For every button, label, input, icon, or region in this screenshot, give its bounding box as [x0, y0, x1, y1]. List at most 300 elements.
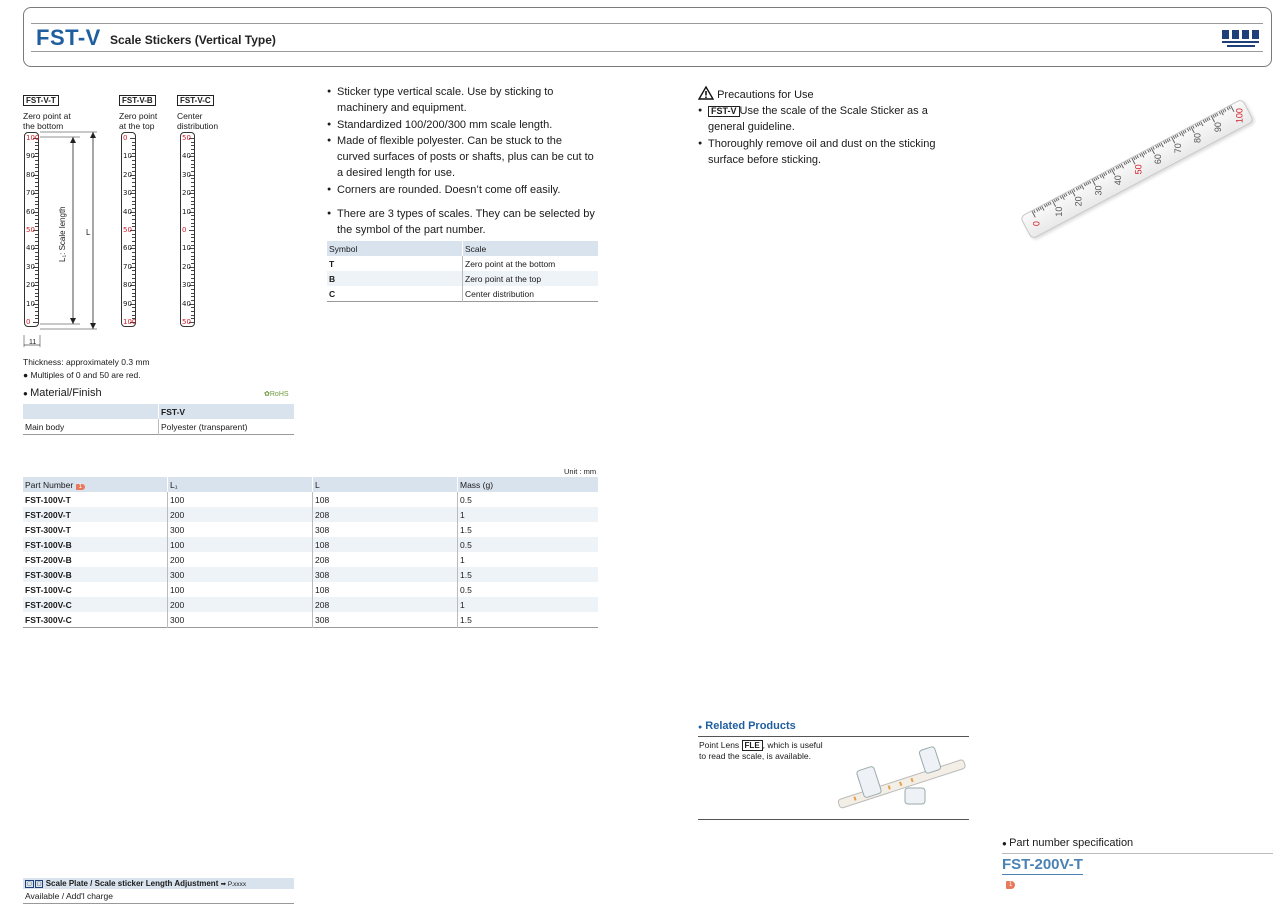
part-value-cell: 1.5	[458, 522, 599, 537]
part-value-cell: 1	[458, 597, 599, 612]
ruler-tick	[191, 311, 194, 312]
ruler-tick	[132, 219, 135, 220]
photo-scale-label: 40	[1113, 175, 1124, 186]
rohs-badge	[264, 390, 289, 398]
ruler-label: 10	[123, 152, 132, 161]
precautions-list	[698, 103, 958, 168]
part-value-cell: 308	[313, 612, 458, 628]
variant-code: FST-V-B	[119, 95, 156, 106]
part-value-cell: 108	[313, 582, 458, 597]
part-value-cell: 1	[458, 552, 599, 567]
ruler-tick	[191, 190, 194, 191]
warning-icon	[698, 86, 714, 100]
ruler-tick	[132, 245, 135, 246]
ruler-tick	[132, 307, 135, 308]
symbol-cell: C	[329, 288, 336, 299]
ruler-tick	[132, 241, 135, 242]
ruler-tick	[132, 274, 135, 275]
part-number-header-text: Part Number	[25, 479, 74, 490]
precaution-item	[698, 103, 958, 136]
symbol-cell: T	[329, 258, 335, 269]
ruler-tick	[191, 289, 194, 290]
related-text-1: Point Lens	[699, 740, 740, 750]
ruler-tick	[35, 145, 38, 146]
ruler-label: 30	[26, 262, 35, 271]
ruler-label: 40	[182, 152, 191, 161]
ruler-tick	[191, 171, 194, 172]
material-heading: ● Material/Finish	[23, 387, 102, 399]
ruler-label: 40	[182, 299, 191, 308]
ruler-tick	[35, 186, 38, 187]
ruler-tick	[35, 237, 38, 238]
variant-desc: Center	[177, 111, 203, 121]
ruler-label: 40	[26, 244, 35, 253]
parts-table	[23, 477, 598, 628]
ruler-tick	[35, 149, 38, 150]
ruler-tick	[132, 182, 135, 183]
ruler-tick	[35, 190, 38, 191]
precautions-heading	[698, 86, 814, 101]
ruler-tick	[191, 215, 194, 216]
variant-c	[177, 90, 218, 131]
scale-sticker-photo	[1020, 98, 1255, 239]
ruler-tick	[132, 270, 135, 271]
ruler-tick	[191, 167, 194, 168]
mass-header: Mass (g)	[458, 477, 599, 492]
part-number-cell: FST-100V-C	[25, 584, 72, 595]
part-value-cell: 100	[168, 537, 313, 552]
product-code: FST-V	[36, 25, 101, 50]
material-table	[23, 404, 294, 435]
ruler-tick	[191, 241, 194, 242]
ruler-tick	[191, 178, 194, 179]
ruler-label: 60	[123, 244, 132, 253]
ruler-label: 70	[123, 262, 132, 271]
ruler-label: 90	[123, 299, 132, 308]
ruler-tick	[132, 201, 135, 202]
part-value-cell: 300	[168, 522, 313, 537]
ruler-label: 100	[26, 134, 40, 142]
variant-desc: the bottom	[23, 121, 64, 131]
variant-code: FST-V-C	[177, 95, 214, 106]
types-note: ● There are 3 types of scales. They can be selected by the symbol of the part number.	[327, 206, 595, 239]
ruler-tick	[35, 197, 38, 198]
ruler-tick	[132, 142, 135, 143]
variant-b	[119, 90, 157, 131]
part-value-cell: 100	[168, 492, 313, 507]
ruler-tick	[132, 282, 135, 283]
ruler-label: 70	[26, 189, 35, 198]
ruler-tick	[191, 204, 194, 205]
ruler-tick	[191, 263, 194, 264]
scale-cell: Center distribution	[463, 286, 599, 302]
ruler-t	[24, 132, 39, 327]
ruler-tick	[35, 278, 38, 279]
ruler-tick	[132, 160, 135, 161]
part-value-cell: 208	[313, 552, 458, 567]
ruler-tick	[35, 293, 38, 294]
ruler-tick	[33, 322, 38, 323]
features-list	[327, 84, 595, 239]
ruler-tick	[191, 145, 194, 146]
variant-desc: Zero point at	[23, 111, 71, 121]
ruler-tick	[191, 300, 194, 301]
adjustment-ref[interactable]: ➡ P.xxxx	[220, 881, 247, 888]
ruler-label: 20	[182, 262, 191, 271]
ruler-tick	[132, 256, 135, 257]
ruler-tick	[132, 263, 135, 264]
ruler-tick	[35, 307, 38, 308]
ruler-tick	[132, 223, 135, 224]
ruler-tick	[35, 226, 38, 227]
related-text	[699, 740, 823, 761]
ruler-tick	[35, 167, 38, 168]
ruler-label: 0	[182, 226, 187, 234]
ruler-label: 40	[123, 207, 132, 216]
ruler-label: 50	[123, 226, 132, 234]
ruler-tick	[191, 256, 194, 257]
l1-header: L₁	[168, 477, 313, 492]
part-spec-divider	[1002, 853, 1273, 854]
related-divider	[698, 736, 969, 737]
l-header: L	[313, 477, 458, 492]
ruler-tick	[35, 318, 38, 319]
part-row	[23, 567, 598, 582]
ruler-tick	[35, 274, 38, 275]
unit-label: Unit : mm	[564, 467, 597, 476]
ruler-label: 0	[26, 318, 31, 326]
ruler-tick	[132, 234, 135, 235]
adjust-icon: ▢	[36, 881, 42, 887]
part-value-cell: 308	[313, 522, 458, 537]
photo-scale-label: 100	[1234, 108, 1245, 124]
photo-scale-label: 0	[1031, 221, 1042, 227]
ruler-tick	[191, 282, 194, 283]
photo-scale-label: 20	[1073, 196, 1084, 207]
ruler-tick	[132, 186, 135, 187]
ruler-tick	[35, 201, 38, 202]
part-spec-example: FST-200V-T	[1002, 856, 1083, 873]
ruler-label: 50	[182, 134, 191, 142]
ruler-tick	[132, 145, 135, 146]
point-lens-photo	[830, 740, 970, 810]
ruler-tick	[132, 190, 135, 191]
part-value-cell: 0.5	[458, 492, 599, 507]
photo-scale-label: 70	[1172, 143, 1183, 154]
ruler-tick	[191, 208, 194, 209]
ruler-tick	[191, 237, 194, 238]
part-number-cell: FST-300V-B	[23, 567, 168, 582]
part-number-cell: FST-100V-B	[23, 537, 168, 552]
brand-logo	[1221, 27, 1261, 49]
symbol-cell: B	[327, 271, 463, 286]
related-text-3: to read the scale, is available.	[699, 751, 811, 761]
photo-scale-label: 50	[1132, 164, 1143, 175]
ruler-tick	[191, 274, 194, 275]
rohs-label: RoHS	[269, 391, 289, 398]
related-text-2: , which is useful	[762, 740, 823, 750]
part-value-cell: 1.5	[458, 567, 599, 582]
ruler-label: 60	[26, 207, 35, 216]
scale-length-label: L₁: Scale length	[58, 206, 67, 262]
ruler-tick	[132, 252, 135, 253]
ruler-tick	[35, 245, 38, 246]
variant-desc: distribution	[177, 121, 219, 131]
ruler-tick	[35, 171, 38, 172]
ruler-tick	[132, 315, 135, 316]
material-row-label: Main body	[25, 421, 65, 432]
part-row	[23, 522, 598, 537]
ruler-tick	[191, 318, 194, 319]
symbol-col-header: Symbol	[327, 241, 463, 256]
ruler-tick	[132, 296, 135, 297]
part-value-cell: 300	[168, 612, 313, 628]
ruler-tick	[191, 259, 194, 260]
related-divider-bottom	[698, 819, 969, 820]
adjustment-title: Scale Plate / Scale sticker Length Adjustment	[45, 879, 219, 888]
part-value-cell: 108	[313, 492, 458, 507]
ruler-tick	[35, 204, 38, 205]
part-spec-marker: 1	[1006, 881, 1015, 889]
part-value-cell: 300	[168, 567, 313, 582]
ruler-tick	[191, 252, 194, 253]
marker-badge: 1	[76, 484, 85, 490]
feature-item: ● Corners are rounded. Doesn’t come off easily.	[327, 182, 595, 198]
ruler-tick	[35, 270, 38, 271]
photo-scale-label: 90	[1212, 122, 1223, 133]
part-number-cell: FST-100V-T	[25, 494, 71, 505]
thickness-note: Thickness: approximately 0.3 mm	[23, 357, 150, 367]
ruler-tick	[132, 311, 135, 312]
photo-scale-label: 30	[1093, 185, 1104, 196]
precaution-code-tag: FST-V	[708, 106, 740, 117]
l-label: L	[86, 228, 91, 237]
feature-item: ● Standardized 100/200/300 mm scale length.	[327, 117, 595, 133]
variant-desc: at the top	[119, 121, 155, 131]
ruler-tick	[191, 226, 194, 227]
symbol-table	[327, 241, 598, 302]
ruler-tick	[191, 307, 194, 308]
part-value-cell: 200	[168, 597, 313, 612]
part-value-cell: 1	[458, 507, 599, 522]
part-number-cell: FST-300V-T	[25, 524, 71, 535]
ruler-tick	[35, 311, 38, 312]
red-note-text: Multiples of 0 and 50 are red.	[30, 370, 141, 380]
ruler-tick	[191, 186, 194, 187]
part-value-cell: 308	[313, 567, 458, 582]
part-value-cell: 208	[313, 507, 458, 522]
ruler-tick	[132, 208, 135, 209]
parts-body	[23, 492, 598, 628]
part-number-header	[23, 477, 168, 492]
ruler-tick	[35, 153, 38, 154]
ruler-label: 30	[123, 189, 132, 198]
ruler-tick	[191, 142, 194, 143]
variant-code: FST-V-T	[23, 95, 59, 106]
ruler-tick	[35, 300, 38, 301]
ruler-tick	[35, 241, 38, 242]
ruler-label: 30	[182, 170, 191, 179]
ruler-tick	[35, 182, 38, 183]
part-value-cell: 200	[168, 552, 313, 567]
bullet-icon: ●	[698, 724, 703, 731]
part-value-cell: 0.5	[458, 582, 599, 597]
ruler-tick	[191, 201, 194, 202]
ruler-tick	[191, 293, 194, 294]
related-code-tag[interactable]: FLE	[742, 740, 763, 751]
ruler-tick	[132, 293, 135, 294]
photo-scale-label: 10	[1053, 206, 1064, 217]
ruler-tick	[191, 223, 194, 224]
ruler-tick	[191, 270, 194, 271]
part-number-cell: FST-200V-T	[23, 507, 168, 522]
ruler-tick	[191, 182, 194, 183]
part-number-cell: FST-200V-B	[25, 554, 72, 565]
ruler-b	[121, 132, 136, 327]
part-row	[23, 507, 598, 522]
part-number-cell: FST-200V-C	[23, 597, 168, 612]
ruler-tick	[35, 282, 38, 283]
photo-scale-label: 80	[1192, 132, 1203, 143]
ruler-tick	[132, 178, 135, 179]
part-value-cell: 0.5	[458, 537, 599, 552]
ruler-tick	[35, 256, 38, 257]
part-value-cell: 1.5	[458, 612, 599, 628]
ruler-label: 30	[182, 281, 191, 290]
ruler-tick	[132, 171, 135, 172]
product-title: Scale Stickers (Vertical Type)	[110, 33, 276, 47]
ruler-tick	[35, 160, 38, 161]
header-divider-bottom	[31, 51, 1263, 52]
red-note: ● Multiples of 0 and 50 are red.	[23, 370, 141, 380]
ruler-tick	[191, 160, 194, 161]
part-value-cell: 208	[313, 597, 458, 612]
ruler-tick	[191, 234, 194, 235]
part-number-cell: FST-300V-C	[25, 614, 72, 625]
ruler-tick	[130, 138, 135, 139]
ruler-label: 50	[182, 318, 191, 326]
adjustment-divider	[23, 903, 294, 904]
dimension-lines	[40, 126, 100, 344]
part-row	[23, 537, 598, 552]
ruler-label: 20	[182, 189, 191, 198]
ruler-tick	[191, 197, 194, 198]
ruler-tick	[35, 263, 38, 264]
ruler-label: 0	[123, 134, 128, 142]
variant-desc: Zero point	[119, 111, 158, 121]
ruler-label: 10	[26, 299, 35, 308]
part-row	[23, 597, 598, 612]
ruler-tick	[35, 296, 38, 297]
product-photo	[1005, 92, 1265, 242]
adjustment-note: Available / Add'l charge	[25, 891, 113, 901]
ruler-tick	[35, 234, 38, 235]
feature-item: ● Sticker type vertical scale. Use by sticking to machinery and equipment.	[327, 84, 595, 117]
ruler-tick	[132, 226, 135, 227]
ruler-tick	[132, 204, 135, 205]
leaf-icon: ✿	[264, 391, 270, 398]
ruler-c	[180, 132, 195, 327]
ruler-tick	[132, 164, 135, 165]
ruler-tick	[35, 215, 38, 216]
ruler-tick	[132, 237, 135, 238]
ruler-tick	[191, 164, 194, 165]
ruler-tick	[191, 315, 194, 316]
adjust-icon: ▢	[27, 881, 32, 887]
related-heading	[698, 720, 796, 732]
ruler-tick	[189, 230, 194, 231]
part-value-cell: 108	[313, 537, 458, 552]
ruler-tick	[132, 197, 135, 198]
ruler-tick	[132, 167, 135, 168]
part-row	[23, 492, 598, 507]
part-value-cell: 100	[168, 582, 313, 597]
part-value-cell: 200	[168, 507, 313, 522]
material-header-empty	[23, 404, 159, 419]
material-row-value: Polyester (transparent)	[159, 419, 295, 435]
ruler-tick	[191, 245, 194, 246]
adjustment-bar	[23, 878, 294, 889]
feature-item: ● Made of flexible polyester. Can be stuck to the curved surfaces of posts or shafts, plus can be cut to a desired length for use.	[327, 133, 595, 182]
precaution-text: Use the scale of the Scale Sticker as a general guideline.	[708, 105, 928, 134]
part-row	[23, 582, 598, 597]
ruler-label: 10	[182, 207, 191, 216]
ruler-tick	[35, 223, 38, 224]
part-spec-heading: ● Part number specification	[1002, 837, 1133, 849]
ruler-label: 20	[123, 170, 132, 179]
ruler-label: 50	[26, 226, 35, 234]
precautions-title: Precautions for Use	[717, 89, 814, 101]
photo-scale-label: 60	[1152, 154, 1163, 165]
ruler-tick	[132, 300, 135, 301]
ruler-tick	[132, 289, 135, 290]
part-row	[23, 552, 598, 567]
ruler-label: 10	[182, 244, 191, 253]
ruler-tick	[191, 278, 194, 279]
ruler-label: 20	[26, 281, 35, 290]
ruler-tick	[35, 164, 38, 165]
ruler-label: 90	[26, 152, 35, 161]
ruler-tick	[132, 153, 135, 154]
related-heading-text: Related Products	[705, 720, 796, 732]
ruler-tick	[191, 149, 194, 150]
material-col-header: FST-V	[159, 404, 295, 419]
ruler-tick	[35, 252, 38, 253]
part-row	[23, 612, 598, 628]
width-label: 11	[29, 339, 37, 346]
ruler-label: 100	[123, 318, 137, 326]
ruler-tick	[35, 315, 38, 316]
ruler-tick	[35, 259, 38, 260]
ruler-tick	[132, 278, 135, 279]
scale-cell: Zero point at the top	[463, 271, 599, 286]
precaution-item: ● Thoroughly remove oil and dust on the sticking surface before sticking.	[698, 136, 958, 169]
ruler-tick	[191, 153, 194, 154]
ruler-tick	[35, 178, 38, 179]
scale-col-header: Scale	[463, 241, 599, 256]
header-divider-top	[31, 23, 1263, 24]
variant-t	[23, 90, 71, 131]
ruler-tick	[191, 219, 194, 220]
ruler-tick	[35, 219, 38, 220]
ruler-label: 80	[123, 281, 132, 290]
ruler-tick	[35, 289, 38, 290]
ruler-tick	[132, 259, 135, 260]
ruler-tick	[191, 296, 194, 297]
ruler-label: 80	[26, 170, 35, 179]
scale-cell: Zero point at the bottom	[463, 256, 599, 271]
ruler-tick	[35, 208, 38, 209]
